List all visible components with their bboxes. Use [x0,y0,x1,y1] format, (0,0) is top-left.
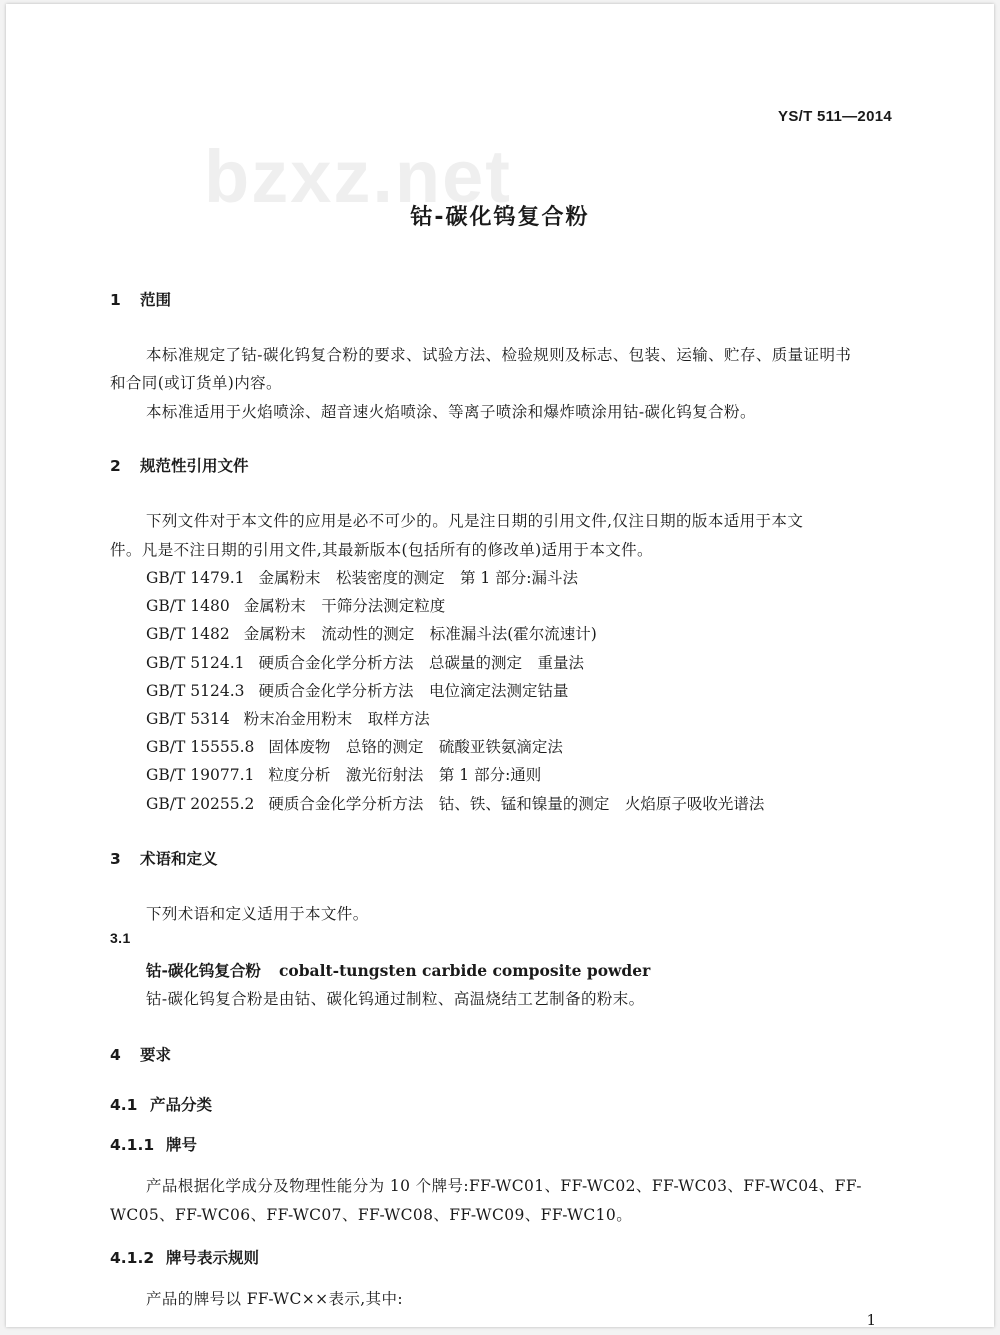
reference-item [146,622,597,644]
section-number: 3 [110,850,121,868]
reference-item [146,594,445,616]
reference-title: 固体废物 总铬的测定 硫酸亚铁氨滴定法 [268,738,563,756]
paragraph-line: 和合同(或订货单)内容。 [110,374,282,392]
term-definition: 钴-碳化钨复合粉是由钴、碳化钨通过制粒、高温烧结工艺制备的粉末。 [146,990,645,1008]
paragraph-line: 本标准适用于火焰喷涂、超音速火焰喷涂、等离子喷涂和爆炸喷涂用钴-碳化钨复合粉。 [146,403,756,421]
reference-item [146,679,569,701]
reference-code: GB/T 1482 [146,625,230,643]
section-3-heading [110,847,218,869]
paragraph-line: 件。凡是不注日期的引用文件,其最新版本(包括所有的修改单)适用于本文件。 [110,541,653,559]
reference-item [146,792,764,814]
section-1-heading [110,288,171,310]
section-number: 4.1 [110,1096,138,1114]
reference-code: GB/T 1479.1 [146,569,245,587]
subsection-4-1-2-heading [110,1246,259,1268]
document-title: 钴-碳化钨复合粉 [410,205,590,230]
page-number: 1 [866,1311,876,1329]
section-number: 4.1.2 [110,1249,155,1267]
reference-item [146,763,541,785]
reference-code: GB/T 19077.1 [146,766,255,784]
reference-item [146,651,584,673]
reference-title: 粉末冶金用粉末 取样方法 [243,710,430,728]
document-page [6,4,994,1327]
reference-title: 硬质合金化学分析方法 总碳量的测定 重量法 [258,654,585,672]
reference-title: 硬质合金化学分析方法 电位滴定法测定钴量 [258,682,569,700]
subsection-4-1-heading [110,1093,212,1115]
section-title: 牌号表示规则 [166,1249,260,1267]
standard-number: YS/T 511—2014 [778,108,892,125]
paragraph-line: 下列术语和定义适用于本文件。 [146,905,369,923]
section-number: 1 [110,291,121,309]
watermark: bzxz.net [204,135,512,218]
paragraph-line: 下列文件对于本文件的应用是必不可少的。凡是注日期的引用文件,仅注日期的版本适用于本文 [146,512,804,530]
reference-title: 金属粉末 流动性的测定 标准漏斗法(霍尔流速计) [243,625,597,643]
reference-code: GB/T 5124.3 [146,682,245,700]
section-title: 术语和定义 [140,850,218,868]
section-4-heading [110,1043,171,1065]
reference-title: 金属粉末 松装密度的测定 第 1 部分:漏斗法 [258,569,578,587]
section-title: 范围 [140,291,172,309]
paragraph-line: 产品根据化学成分及物理性能分为 10 个牌号:FF-WC01、FF-WC02、FF-WC03、FF-WC04、FF- [146,1177,862,1195]
reference-code: GB/T 5124.1 [146,654,245,672]
reference-code: GB/T 15555.8 [146,738,255,756]
reference-code: GB/T 20255.2 [146,795,255,813]
term-heading [146,959,650,981]
reference-code: GB/T 1480 [146,597,230,615]
section-number: 4 [110,1046,121,1064]
section-2-heading [110,454,249,476]
section-title: 要求 [140,1046,172,1064]
section-title: 牌号 [166,1136,198,1154]
subsection-4-1-1-heading [110,1133,197,1155]
paragraph-line: 本标准规定了钴-碳化钨复合粉的要求、试验方法、检验规则及标志、包装、运输、贮存、质量证明书 [146,346,852,364]
reference-title: 硬质合金化学分析方法 钴、铁、锰和镍量的测定 火焰原子吸收光谱法 [268,795,765,813]
reference-title: 金属粉末 干筛分法测定粒度 [243,597,446,615]
reference-item [146,566,578,588]
term-number: 3.1 [110,930,131,946]
term-chinese: 钴-碳化钨复合粉 [146,962,261,980]
section-title: 产品分类 [150,1096,213,1114]
paragraph-line: WC05、FF-WC06、FF-WC07、FF-WC08、FF-WC09、FF-WC10。 [110,1206,633,1224]
reference-item [146,707,430,729]
section-number: 4.1.1 [110,1136,155,1154]
reference-code: GB/T 5314 [146,710,230,728]
paragraph-line: 产品的牌号以 FF-WC××表示,其中: [146,1290,404,1308]
section-title: 规范性引用文件 [140,457,249,475]
section-number: 2 [110,457,121,475]
reference-item [146,735,563,757]
reference-title: 粒度分析 激光衍射法 第 1 部分:通则 [268,766,542,784]
term-english: cobalt-tungsten carbide composite powder [278,961,651,980]
